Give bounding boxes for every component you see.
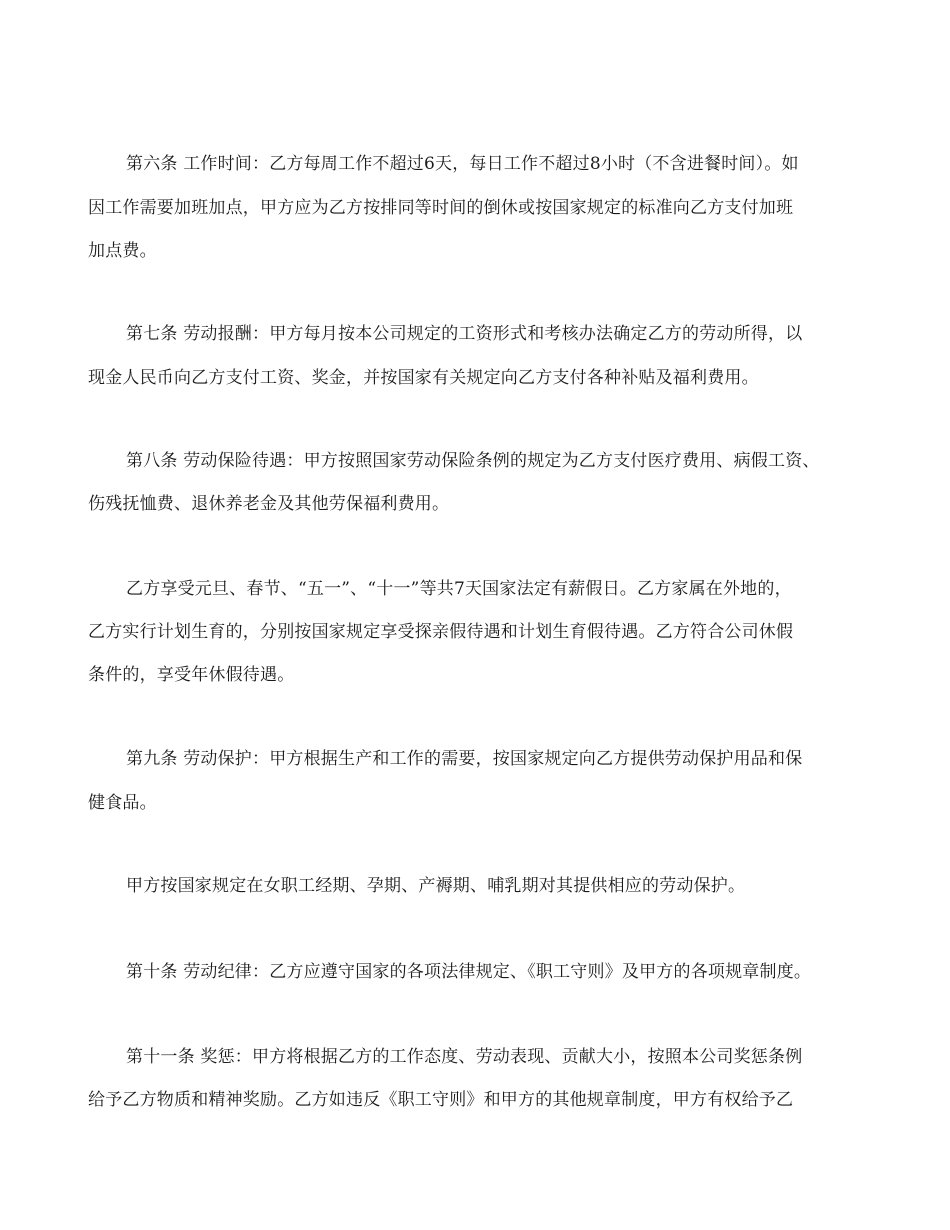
article-6-line-3: 加点费。	[88, 241, 157, 261]
article-11-line-2: 给予乙方物质和精神奖励。乙方如违反《职工守则》和甲方的其他规章制度，甲方有权给予乙	[88, 1090, 794, 1110]
article-11-line-1: 第十一条 奖惩：甲方将根据乙方的工作态度、劳动表现、贡献大小，按照本公司奖惩条例	[126, 1047, 803, 1067]
article-9-line-1: 第九条 劳动保护：甲方根据生产和工作的需要，按国家规定向乙方提供劳动保护用品和保	[126, 749, 803, 769]
holidays-line-2: 乙方实行计划生育的，分别按国家规定享受探亲假待遇和计划生育假待遇。乙方符合公司休假	[88, 622, 794, 642]
article-10-line-1: 第十条 劳动纪律：乙方应遵守国家的各项法律规定、《职工守则》及甲方的各项规章制度。	[126, 962, 812, 982]
article-6-line-1: 第六条 工作时间：乙方每周工作不超过6天，每日工作不超过8小时（不含进餐时间）。如	[126, 154, 799, 174]
article-8-line-1: 第八条 劳动保险待遇：甲方按照国家劳动保险条例的规定为乙方支付医疗费用、病假工资、	[126, 451, 820, 471]
article-9-line-2: 健食品。	[88, 793, 157, 813]
holidays-line-3: 条件的，享受年休假待遇。	[88, 665, 295, 685]
holidays-line-1: 乙方享受元旦、春节、“五一”、“十一”等共7天国家法定有薪假日。乙方家属在外地的，	[126, 579, 792, 599]
article-8-line-2: 伤残抚恤费、退休养老金及其他劳保福利费用。	[88, 494, 450, 514]
article-7-line-2: 现金人民币向乙方支付工资、奖金，并按国家有关规定向乙方支付各种补贴及福利费用。	[88, 368, 759, 388]
article-6-line-2: 因工作需要加班加点，甲方应为乙方按排同等时间的倒休或按国家规定的标准向乙方支付加班	[88, 198, 794, 218]
article-7-line-1: 第七条 劳动报酬：甲方每月按本公司规定的工资形式和考核办法确定乙方的劳动所得，以	[126, 324, 803, 344]
female-protection-line-1: 甲方按国家规定在女职工经期、孕期、产褥期、哺乳期对其提供相应的劳动保护。	[126, 876, 746, 896]
